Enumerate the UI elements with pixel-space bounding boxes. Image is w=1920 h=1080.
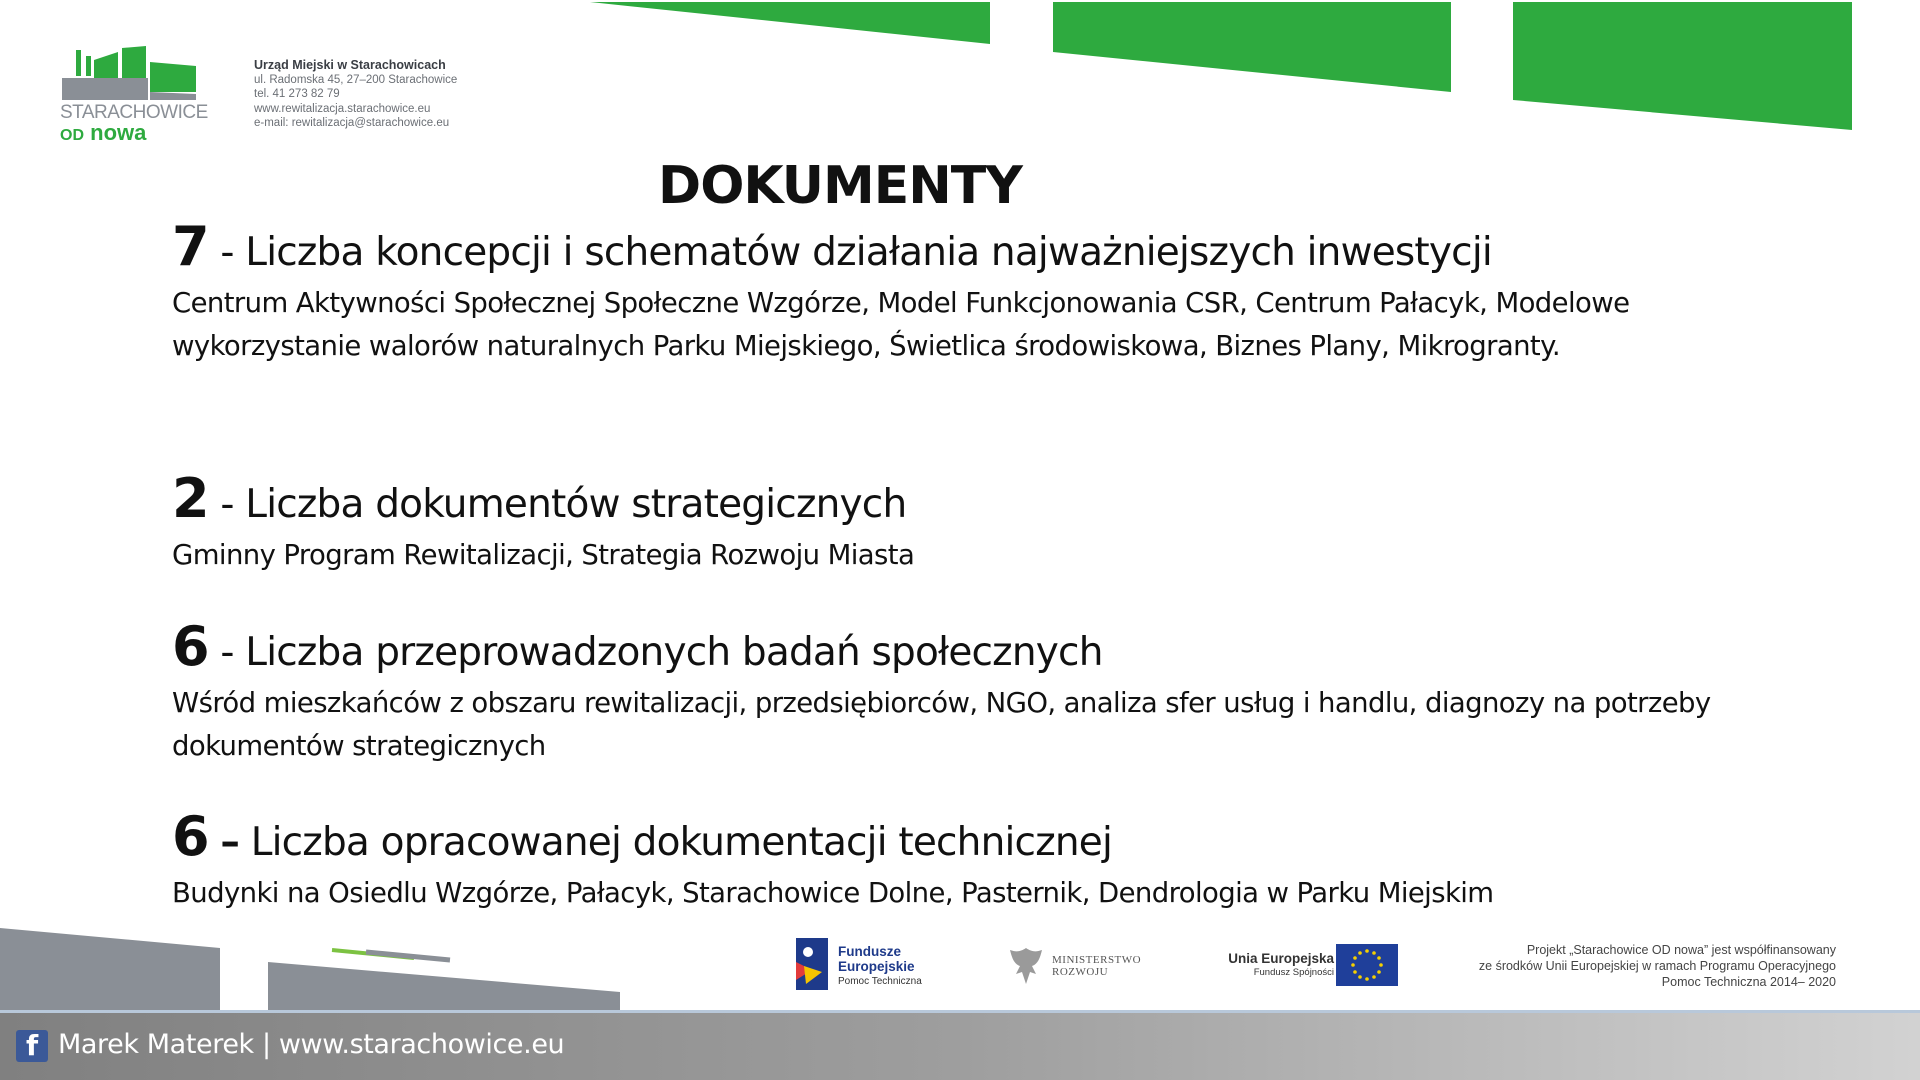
item-heading	[172, 615, 1732, 680]
logo-text-od-nowa	[60, 120, 146, 146]
item-number: 6	[172, 805, 209, 868]
eagle-emblem-icon	[1006, 944, 1046, 988]
eu-union-line1: Unia Europejska	[1228, 951, 1334, 966]
ministry-line2: ROZWOJU	[1052, 966, 1109, 978]
item-number: 2	[172, 467, 209, 530]
logo-text-nowa: nowa	[90, 120, 147, 145]
office-website: www.rewitalizacja.starachowice.eu	[254, 102, 431, 115]
eu-flag-icon	[1336, 944, 1398, 986]
office-email: e-mail: rewitalizacja@starachowice.eu	[254, 117, 450, 129]
item-heading	[172, 467, 1732, 532]
item-separator: –	[220, 820, 240, 865]
ministry-label	[1052, 954, 1141, 978]
item-description: Gminny Program Rewitalizacji, Strategia Rozwoju Miasta	[172, 538, 915, 571]
item-separator: -	[220, 230, 234, 275]
project-note-line3: Pomoc Techniczna 2014– 2020	[1661, 975, 1836, 989]
footer-bar	[0, 1010, 1920, 1080]
eu-union-line2: Fundusz Spójności	[1253, 967, 1334, 978]
footer-decoration	[0, 920, 700, 1010]
office-name: Urząd Miejski w Starachowicach	[254, 58, 446, 72]
ministry-line1: MINISTERSTWO	[1052, 954, 1142, 966]
item-separator: -	[220, 482, 234, 527]
item-description: Centrum Aktywności Społecznej Społeczne Wzgórze, Model Funkcjonowania CSR, Centrum Pałacyk, Modelowe wykorzystanie walorów naturalnych Parku Miejskiego, Świetlica środowiskowa, Biznes Plany, Mikrogranty.	[172, 286, 1630, 362]
item-separator: -	[220, 630, 234, 675]
logo-text-city: STARACHOWICE	[60, 102, 208, 123]
item-number: 7	[172, 215, 209, 278]
list-item	[172, 215, 1732, 368]
logo-text-od: OD	[60, 127, 84, 144]
office-contact	[254, 58, 457, 131]
footer-link[interactable]: Marek Materek | www.starachowice.eu	[58, 1029, 565, 1060]
list-item	[172, 615, 1732, 768]
item-description: Budynki na Osiedlu Wzgórze, Pałacyk, Starachowice Dolne, Pasternik, Dendrologia w Parku Miejskim	[172, 876, 1494, 909]
office-address: ul. Radomska 45, 27–200 Starachowice	[254, 73, 458, 86]
eu-funds-icon	[794, 936, 830, 992]
office-phone: tel. 41 273 82 79	[254, 88, 340, 100]
item-number: 6	[172, 615, 209, 678]
eu-funds-line2: Europejskie	[838, 959, 915, 974]
facebook-icon[interactable]: f	[16, 1030, 48, 1062]
item-title: Liczba koncepcji i schematów działania najważniejszych inwestycji	[245, 230, 1492, 275]
project-note-line1: Projekt „Starachowice OD nowa” jest współfinansowany	[1526, 943, 1836, 957]
city-logo	[58, 42, 208, 145]
item-heading	[172, 215, 1732, 280]
project-note-line2: ze środków Unii Europejskiej w ramach Programu Operacyjnego	[1478, 959, 1836, 973]
page-title: DOKUMENTY	[658, 156, 1022, 216]
item-title: Liczba dokumentów strategicznych	[245, 482, 907, 527]
item-title: Liczba opracowanej dokumentacji technicznej	[250, 820, 1113, 865]
logo-bars-icon	[58, 42, 208, 102]
project-cofinancing-note	[1479, 942, 1836, 990]
eu-funds-label	[838, 944, 922, 989]
eu-funds-line3: Pomoc Techniczna	[838, 976, 922, 987]
list-item	[172, 467, 1732, 577]
item-heading	[172, 805, 1732, 870]
eu-funds-line1: Fundusze	[838, 944, 901, 959]
item-description: Wśród mieszkańców z obszaru rewitalizacji, przedsiębiorców, NGO, analiza sfer usług i handlu, diagnozy na potrzeby dokumentów strategicznych	[172, 686, 1711, 762]
list-item	[172, 805, 1732, 915]
eu-union-label	[1220, 952, 1334, 980]
item-title: Liczba przeprowadzonych badań społecznych	[245, 630, 1103, 675]
partner-logos	[790, 936, 1850, 996]
